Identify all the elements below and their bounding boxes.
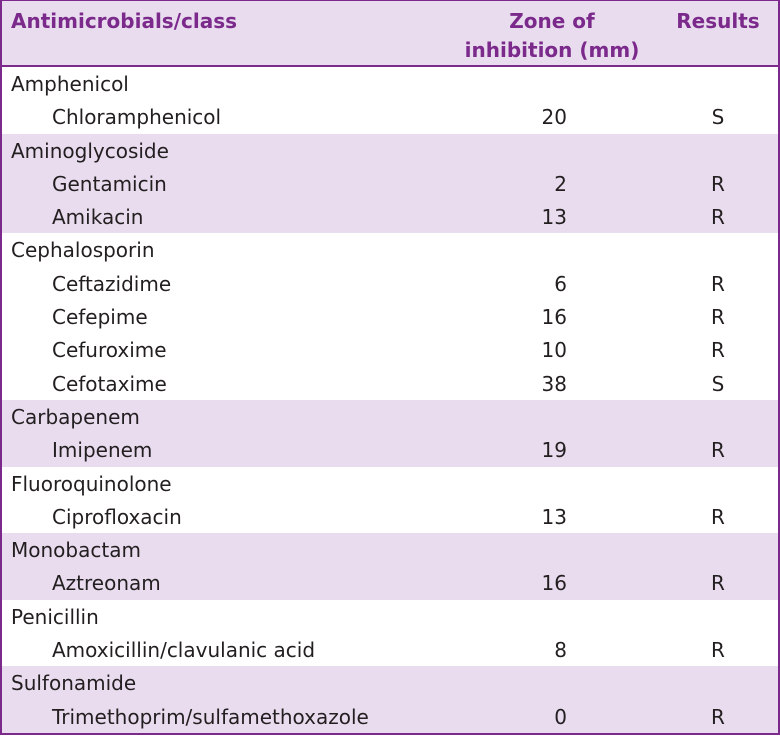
class-name: Monobactam	[11, 538, 141, 563]
class-row	[2, 533, 778, 566]
class-row	[2, 666, 778, 699]
class-name: Aminoglycoside	[11, 138, 169, 163]
zone-of-inhibition-value: 8	[554, 638, 567, 663]
zone-of-inhibition-value: 6	[554, 271, 567, 296]
drug-name: Cefuroxime	[52, 338, 167, 363]
drug-row	[2, 300, 778, 333]
class-row	[2, 67, 778, 100]
zone-of-inhibition-value: 20	[541, 105, 567, 130]
zone-of-inhibition-value: 19	[541, 438, 567, 463]
table-header	[2, 1, 778, 67]
header-zone-line2: inhibition (mm)	[464, 38, 640, 62]
header-antimicrobials-class: Antimicrobials/class	[11, 9, 238, 33]
drug-name: Gentamicin	[52, 171, 167, 196]
zone-of-inhibition-value: 16	[541, 571, 567, 596]
drug-row	[2, 700, 778, 733]
drug-row	[2, 200, 778, 233]
class-group	[2, 233, 778, 399]
zone-of-inhibition-value: 0	[554, 704, 567, 729]
class-row	[2, 467, 778, 500]
class-row	[2, 233, 778, 266]
drug-name: Aztreonam	[52, 571, 161, 596]
class-group	[2, 400, 778, 467]
result-value: R	[711, 338, 725, 363]
drug-row	[2, 333, 778, 366]
class-name: Cephalosporin	[11, 238, 155, 263]
drug-row	[2, 633, 778, 666]
header-zone-line1: Zone of	[509, 9, 595, 33]
result-value: S	[711, 371, 725, 396]
drug-name: Amoxicillin/clavulanic acid	[52, 638, 316, 663]
class-name: Fluoroquinolone	[11, 471, 172, 496]
class-group	[2, 666, 778, 733]
result-value: R	[711, 571, 725, 596]
zone-of-inhibition-value: 13	[541, 504, 567, 529]
class-group	[2, 467, 778, 534]
result-value: R	[711, 171, 725, 196]
class-group	[2, 134, 778, 234]
class-group	[2, 67, 778, 134]
result-value: R	[711, 305, 725, 330]
drug-name: Trimethoprim/sulfamethoxazole	[52, 704, 369, 729]
drug-row	[2, 267, 778, 300]
drug-row	[2, 100, 778, 133]
drug-row	[2, 367, 778, 400]
class-name: Penicillin	[11, 604, 99, 629]
zone-of-inhibition-value: 38	[541, 371, 567, 396]
result-value: R	[711, 205, 725, 230]
drug-name: Ciprofloxacin	[52, 504, 182, 529]
drug-name: Ceftazidime	[52, 271, 172, 296]
drug-name: Chloramphenicol	[52, 105, 222, 130]
drug-name: Cefotaxime	[52, 371, 167, 396]
class-name: Amphenicol	[11, 72, 129, 96]
zone-of-inhibition-value: 16	[541, 305, 567, 330]
class-group	[2, 533, 778, 600]
drug-name: Amikacin	[52, 205, 144, 230]
drug-row	[2, 566, 778, 599]
class-row	[2, 600, 778, 633]
result-value: S	[711, 105, 725, 130]
header-results: Results	[676, 9, 760, 33]
class-group	[2, 600, 778, 667]
drug-row	[2, 167, 778, 200]
drug-name: Cefepime	[52, 305, 148, 330]
class-row	[2, 134, 778, 167]
drug-name: Imipenem	[52, 438, 153, 463]
table-body	[2, 67, 778, 733]
zone-of-inhibition-value: 10	[541, 338, 567, 363]
header-zone-of-inhibition	[454, 7, 650, 65]
result-value: R	[711, 438, 725, 463]
result-value: R	[711, 704, 725, 729]
result-value: R	[711, 504, 725, 529]
result-value: R	[711, 271, 725, 296]
class-row	[2, 400, 778, 433]
class-name: Sulfonamide	[11, 671, 137, 696]
class-name: Carbapenem	[11, 404, 140, 429]
result-value: R	[711, 638, 725, 663]
drug-row	[2, 433, 778, 466]
drug-row	[2, 500, 778, 533]
zone-of-inhibition-value: 2	[554, 171, 567, 196]
zone-of-inhibition-value: 13	[541, 205, 567, 230]
